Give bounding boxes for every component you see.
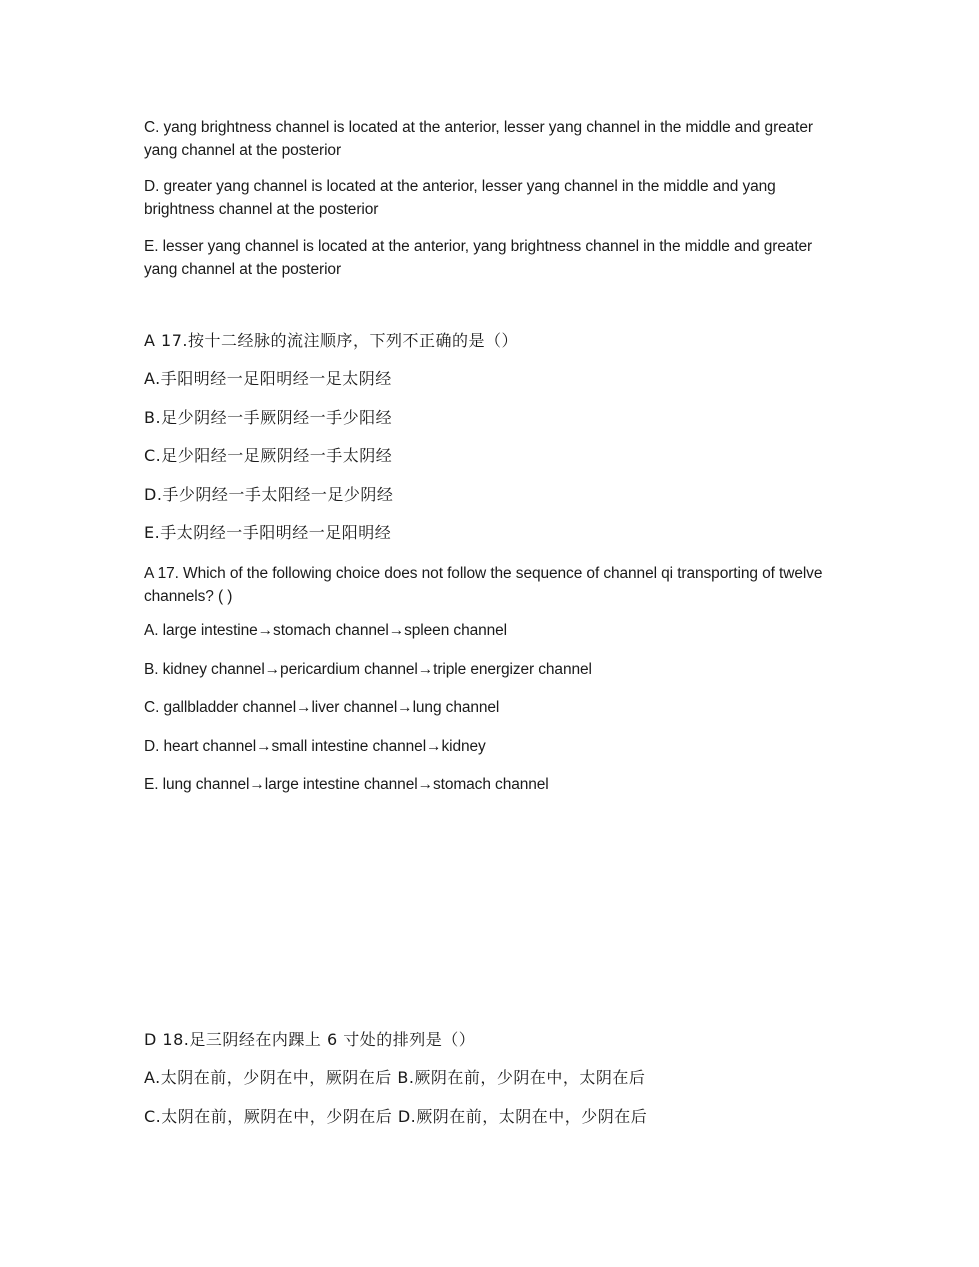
q18-cn-options-row-2: C.太阴在前，厥阴在中，少阴在后 D.厥阴在前，太阴在中，少阴在后 xyxy=(144,1107,648,1126)
question-18-cn: D 18.足三阴经在内踝上 6 寸处的排列是（） xyxy=(144,1030,476,1049)
q17-en-option-e: E. lung channel→large intestine channel→stomach channel xyxy=(144,776,549,793)
q17-en-option-a: A. large intestine→stomach channel→spleen channel xyxy=(144,622,508,639)
option-c-text: C. yang brightness channel is located at the anterior, lesser yang channel in the middle and greater yang channel at the posterior xyxy=(144,119,813,159)
q17-en-option-b: B. kidney channel→pericardium channel→triple energizer channel xyxy=(144,661,592,678)
q17-en-option-d: D. heart channel→small intestine channel→kidney xyxy=(144,738,486,755)
question-17-en: A 17. Which of the following choice does not follow the sequence of channel qi transporting of twelve channels? ( ) xyxy=(144,565,823,605)
q17-cn-option-b: B.足少阴经一手厥阴经一手少阳经 xyxy=(144,408,393,427)
q17-cn-option-a: A.手阳明经一足阳明经一足太阴经 xyxy=(144,369,392,388)
question-17-cn: A 17.按十二经脉的流注顺序，下列不正确的是（） xyxy=(144,331,518,350)
q18-cn-options-row-1: A.太阴在前，少阴在中，厥阴在后 B.厥阴在前，少阴在中，太阴在后 xyxy=(144,1068,646,1087)
q17-cn-option-c: C.足少阳经一足厥阴经一手太阴经 xyxy=(144,446,393,465)
option-d-text: D. greater yang channel is located at the anterior, lesser yang channel in the middle and yang brightness channel at the posterior xyxy=(144,178,776,218)
q17-en-option-c: C. gallbladder channel→liver channel→lung channel xyxy=(144,699,500,716)
option-e-text: E. lesser yang channel is located at the anterior, yang brightness channel in the middle and greater yang channel at the posterior xyxy=(144,238,813,278)
q17-cn-option-d: D.手少阴经一手太阳经一足少阴经 xyxy=(144,485,394,504)
q17-cn-option-e: E.手太阴经一手阳明经一足阳明经 xyxy=(144,523,392,542)
